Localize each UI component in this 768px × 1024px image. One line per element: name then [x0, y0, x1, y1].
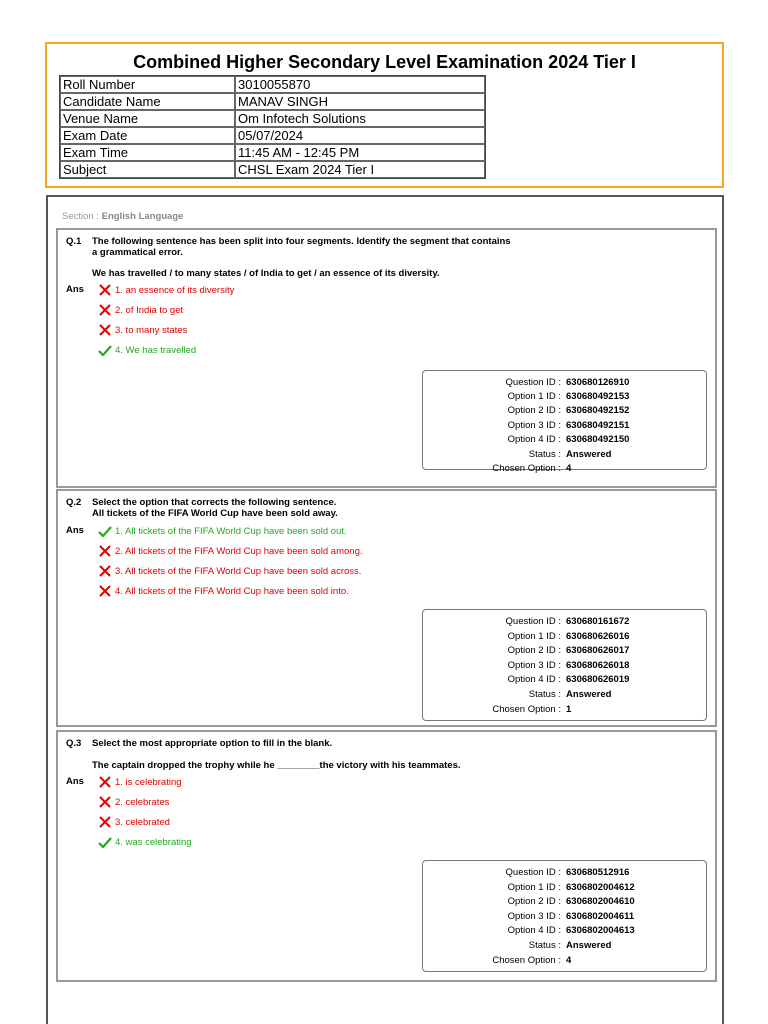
- status-label: Status :: [528, 449, 561, 460]
- question-id-value: 630680512916: [566, 867, 630, 878]
- question-card-2: [56, 489, 717, 727]
- option-3: [98, 816, 170, 828]
- option2-id-value: 630680626017: [566, 645, 630, 656]
- chosen-option-value: 4: [566, 463, 572, 474]
- exam-time-value: 11:45 AM - 12:45 PM: [235, 144, 485, 161]
- question-meta-box: [422, 609, 707, 721]
- question-meta-box: [422, 370, 707, 474]
- question-sentence: We has travelled / to many states / of India to get / an essence of its diversity.: [92, 268, 440, 279]
- status-label: Status :: [528, 689, 561, 700]
- chosen-option-label: Chosen Option :: [492, 955, 561, 966]
- candidate-info-table: [59, 75, 486, 179]
- chosen-option-value: 1: [566, 704, 572, 715]
- option2-id-label: Option 2 ID :: [507, 405, 561, 416]
- question-meta-box: [422, 860, 707, 972]
- cross-icon: [98, 545, 112, 557]
- status-label: Status :: [528, 940, 561, 951]
- option-text: 4. We has travelled: [115, 344, 197, 356]
- venue-name-value: Om Infotech Solutions: [235, 110, 485, 127]
- chosen-option-label: Chosen Option :: [492, 463, 561, 474]
- option1-id-value: 630680492153: [566, 391, 630, 402]
- option-2: [98, 796, 169, 808]
- ans-label: Ans: [66, 776, 84, 787]
- exam-date-label: Exam Date: [60, 127, 235, 144]
- question-id-value: 630680161672: [566, 616, 630, 627]
- ans-label: Ans: [66, 284, 84, 295]
- option1-id-value: 630680626016: [566, 631, 630, 642]
- option-text: 3. celebrated: [115, 816, 170, 828]
- option4-id-label: Option 4 ID :: [507, 674, 561, 685]
- option-3: [98, 565, 361, 577]
- option2-id-label: Option 2 ID :: [507, 645, 561, 656]
- option3-id-label: Option 3 ID :: [507, 911, 561, 922]
- exam-date-value: 05/07/2024: [235, 127, 485, 144]
- section-label: [62, 211, 183, 222]
- option-text: 4. was celebrating: [115, 836, 192, 848]
- venue-name-label: Venue Name: [60, 110, 235, 127]
- status-value: Answered: [566, 449, 612, 460]
- question-id-label: Question ID :: [505, 377, 561, 388]
- option-4: [98, 585, 349, 597]
- question-card-1: [56, 228, 717, 488]
- option1-id-label: Option 1 ID :: [507, 631, 561, 642]
- option-text: 3. All tickets of the FIFA World Cup have been sold across.: [115, 565, 362, 577]
- check-icon: [98, 525, 112, 537]
- option-text: 3. to many states: [115, 324, 188, 336]
- cross-icon: [98, 585, 112, 597]
- chosen-option-label: Chosen Option :: [492, 704, 561, 715]
- option2-id-value: 6306802004610: [566, 896, 635, 907]
- question-number: Q.2: [66, 497, 82, 508]
- option3-id-value: 630680626018: [566, 660, 630, 671]
- option4-id-value: 6306802004613: [566, 925, 635, 936]
- roll-number-label: Roll Number: [60, 76, 235, 93]
- option4-id-value: 630680492150: [566, 434, 630, 445]
- table-row: [60, 110, 485, 127]
- cross-icon: [98, 776, 112, 788]
- option-text: 1. an essence of its diversity: [115, 284, 235, 296]
- option-2: [98, 545, 363, 557]
- cross-icon: [98, 816, 112, 828]
- option-text: 2. All tickets of the FIFA World Cup have been sold among.: [115, 545, 363, 557]
- option-4: [98, 344, 196, 356]
- roll-number-value: 3010055870: [235, 76, 485, 93]
- option4-id-value: 630680626019: [566, 674, 630, 685]
- check-icon: [98, 344, 112, 356]
- cross-icon: [98, 284, 112, 296]
- option-2: [98, 304, 183, 316]
- candidate-name-label: Candidate Name: [60, 93, 235, 110]
- table-row: [60, 144, 485, 161]
- exam-header: [45, 42, 724, 188]
- option-1: [98, 776, 182, 788]
- chosen-option-value: 4: [566, 955, 572, 966]
- option3-id-value: 630680492151: [566, 420, 630, 431]
- status-value: Answered: [566, 940, 612, 951]
- option4-id-label: Option 4 ID :: [507, 434, 561, 445]
- check-icon: [98, 836, 112, 848]
- table-row: [60, 93, 485, 110]
- exam-title: Combined Higher Secondary Level Examination 2024 Tier I: [133, 52, 636, 72]
- option3-id-value: 6306802004611: [566, 911, 635, 922]
- cross-icon: [98, 304, 112, 316]
- option-text: 4. All tickets of the FIFA World Cup have been sold into.: [115, 585, 349, 597]
- option-3: [98, 324, 187, 336]
- ans-label: Ans: [66, 525, 84, 536]
- question-card-3: [56, 730, 717, 982]
- option-text: 1. All tickets of the FIFA World Cup have been sold out.: [115, 525, 347, 537]
- option-1: [98, 284, 234, 296]
- option-text: 2. celebrates: [115, 796, 170, 808]
- section-prefix: Section :: [62, 211, 99, 222]
- option1-id-label: Option 1 ID :: [507, 882, 561, 893]
- table-row: [60, 161, 485, 178]
- option4-id-label: Option 4 ID :: [507, 925, 561, 936]
- cross-icon: [98, 796, 112, 808]
- table-row: [60, 76, 485, 93]
- option1-id-value: 6306802004612: [566, 882, 635, 893]
- option-1: [98, 525, 347, 537]
- option2-id-value: 630680492152: [566, 405, 630, 416]
- question-text: Select the most appropriate option to fill in the blank.: [92, 738, 333, 749]
- cross-icon: [98, 565, 112, 577]
- section-name: English Language: [101, 211, 184, 222]
- exam-time-label: Exam Time: [60, 144, 235, 161]
- option-4: [98, 836, 192, 848]
- subject-value: CHSL Exam 2024 Tier I: [235, 161, 485, 178]
- question-text: The following sentence has been split into four segments. Identify the segment that contains a grammatical error.: [92, 236, 511, 258]
- option3-id-label: Option 3 ID :: [507, 420, 561, 431]
- candidate-name-value: MANAV SINGH: [235, 93, 485, 110]
- option-text: 1. is celebrating: [115, 776, 182, 788]
- question-id-label: Question ID :: [505, 867, 561, 878]
- question-number: Q.3: [66, 738, 82, 749]
- question-text: Select the option that corrects the following sentence.: [92, 497, 337, 508]
- section-container: [46, 195, 724, 1024]
- question-sentence: All tickets of the FIFA World Cup have been sold away.: [92, 508, 338, 519]
- question-id-value: 630680126910: [566, 377, 630, 388]
- option2-id-label: Option 2 ID :: [507, 896, 561, 907]
- option3-id-label: Option 3 ID :: [507, 660, 561, 671]
- table-row: [60, 127, 485, 144]
- question-sentence: The captain dropped the trophy while he ________the victory with his teammates.: [92, 760, 461, 771]
- question-number: Q.1: [66, 236, 82, 247]
- question-id-label: Question ID :: [505, 616, 561, 627]
- subject-label: Subject: [60, 161, 235, 178]
- status-value: Answered: [566, 689, 612, 700]
- cross-icon: [98, 324, 112, 336]
- option-text: 2. of India to get: [115, 304, 184, 316]
- option1-id-label: Option 1 ID :: [507, 391, 561, 402]
